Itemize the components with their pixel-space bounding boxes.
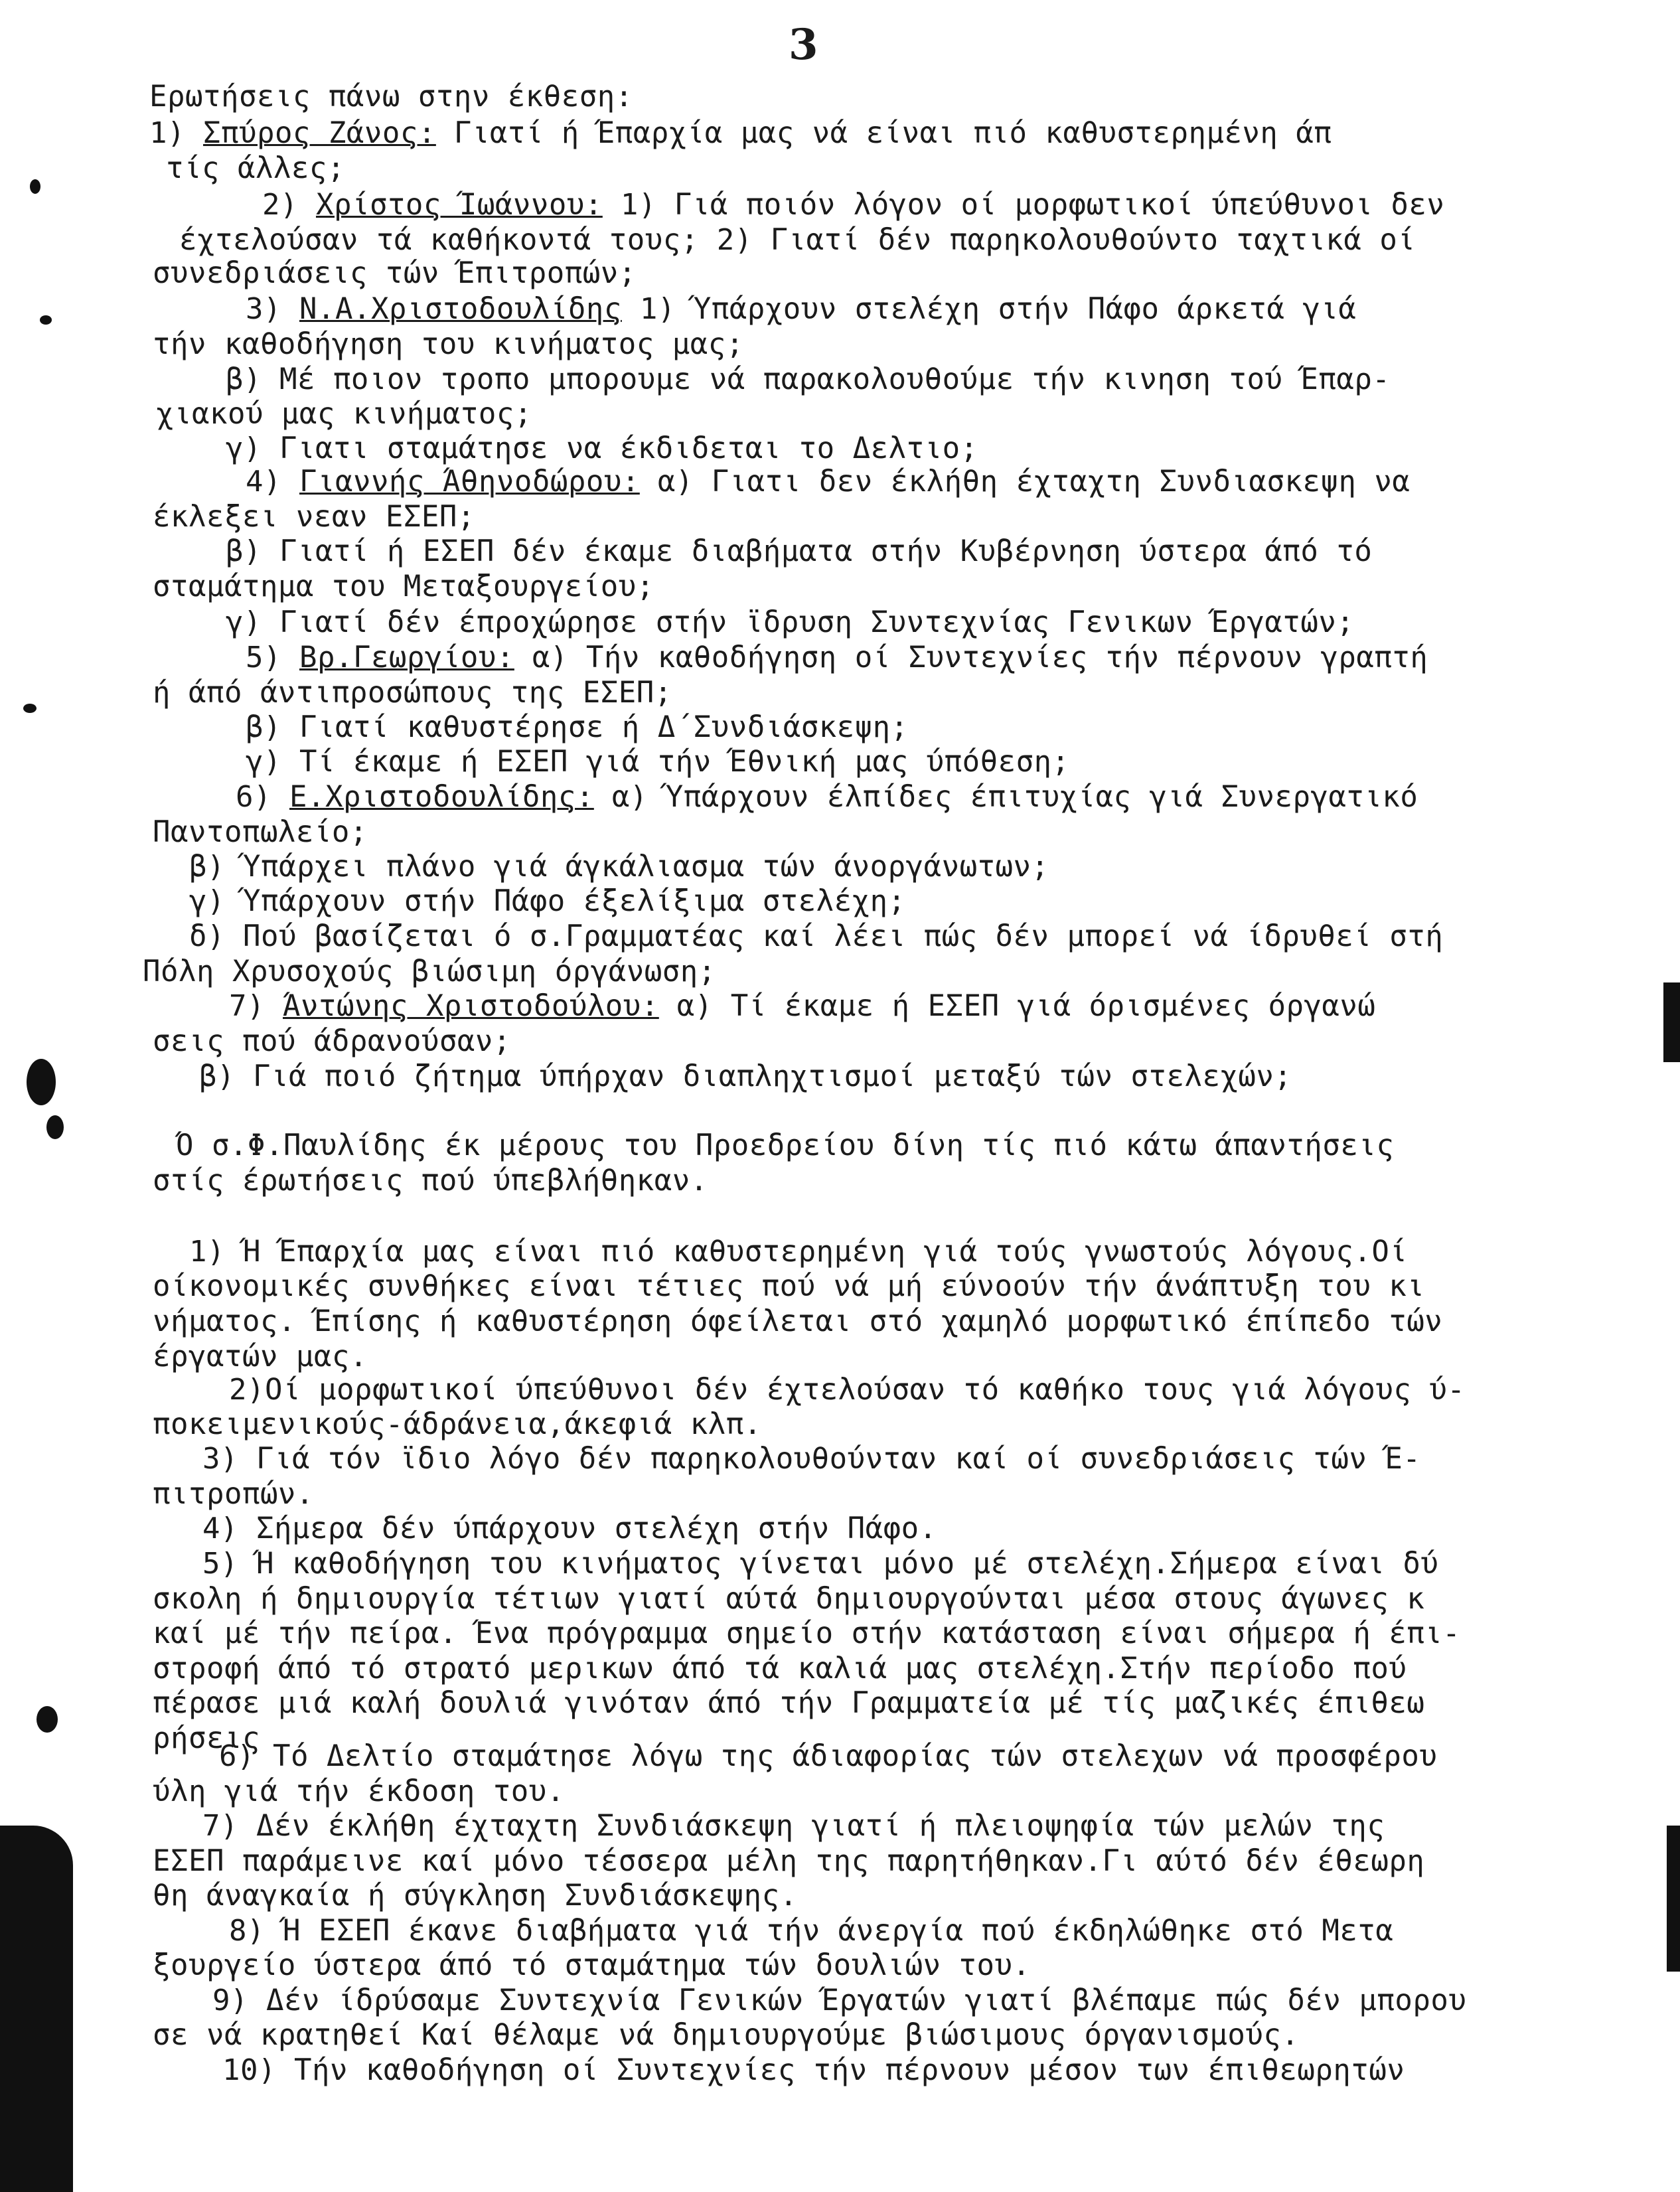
question-speaker: Σπύρος Ζάνος: bbox=[202, 116, 436, 150]
dark-scan-edge bbox=[1663, 982, 1680, 1062]
dark-scan-edge bbox=[1667, 1826, 1680, 1972]
question-line: χιακού μας κινήματος; bbox=[156, 397, 532, 431]
questions-intro: Ερωτήσεις πάνω στην έκθεση: bbox=[149, 80, 633, 114]
answer-line: 6) Τό Δελτίο σταμάτησε λόγω της άδιαφορίας τών στελεχων νά προσφέρου bbox=[219, 1739, 1438, 1773]
answer-line: σε νά κρατηθεί Καί θέλαμε νά δημιουργούμε βιώσιμους όργανισμούς. bbox=[153, 2018, 1300, 2052]
answers-intro-line: στίς έρωτήσεις πού ύπεβλήθηκαν. bbox=[153, 1164, 708, 1198]
answer-line: στροφή άπό τό στρατό μερικων άπό τά καλιά μας στελέχη.Στήν περίοδο πού bbox=[153, 1652, 1407, 1685]
question-speaker: Χρίστος Ίωάννου: bbox=[315, 188, 603, 222]
question-line: γ) Τί έκαμε ή ΕΣΕΠ γιά τήν Έθνική μας ύπόθεση; bbox=[246, 745, 1070, 779]
question-speaker: Ε.Χριστοδουλίδης: bbox=[289, 780, 594, 814]
answer-line: 1) Ή Έπαρχία μας είναι πιό καθυστερημένη γιά τούς γνωστούς λόγους.Οί bbox=[189, 1235, 1408, 1269]
question-text: 1) Ύπάρχουν στελέχη στήν Πάφο άρκετά γιά bbox=[639, 292, 1357, 326]
question-number: 4) bbox=[246, 465, 281, 499]
question-number: 6) bbox=[236, 780, 271, 814]
page-number: 3 bbox=[789, 20, 818, 70]
answer-line: 9) Δέν ίδρύσαμε Συντεχνία Γενικών Έργατών γιατί βλέπαμε πώς δέν μπορου bbox=[212, 1984, 1467, 2017]
question-speaker: Γιαννής Άθηνοδώρου: bbox=[299, 465, 640, 499]
answer-line: θη άναγκαία ή σύγκληση Συνδιάσκεψης. bbox=[153, 1879, 798, 1913]
question-1-heading bbox=[149, 116, 1332, 151]
question-line: Παντοπωλείο; bbox=[153, 815, 368, 849]
question-number: 5) bbox=[246, 641, 281, 674]
question-line: γ) Ύπάρχουν στήν Πάφο έξελίξιμα στελέχη; bbox=[189, 884, 906, 918]
answer-line: ρήσεις bbox=[153, 1721, 260, 1755]
question-line: β) Ύπάρχει πλάνο γιά άγκάλιασμα τών άνοργάνωτων; bbox=[189, 850, 1049, 884]
question-number: 7) bbox=[229, 989, 265, 1023]
question-6-heading bbox=[236, 780, 1418, 815]
answer-line: έργατών μας. bbox=[153, 1340, 368, 1373]
answer-line: ΕΣΕΠ παράμεινε καί μόνο τέσσερα μέλη της παρητήθηκαν.Γι αύτό δέν έθεωρη bbox=[153, 1844, 1425, 1878]
ink-blot bbox=[46, 1115, 64, 1139]
question-4-heading bbox=[246, 465, 1410, 499]
answer-line: 8) Ή ΕΣΕΠ έκανε διαβήματα γιά τήν άνεργία πού έκδηλώθηκε στό Μετα bbox=[229, 1914, 1394, 1948]
question-line: συνεδριάσεις τών Έπιτροπών; bbox=[153, 256, 637, 290]
question-line: β) Γιά ποιό ζήτημα ύπήρχαν διαπληχτισμοί μεταξύ τών στελεχών; bbox=[199, 1059, 1292, 1093]
question-5-heading bbox=[246, 641, 1428, 675]
question-line: Πόλη Χρυσοχούς βιώσιμη όργάνωση; bbox=[143, 955, 716, 988]
answer-line: 3) Γιά τόν ϊδιο λόγο δέν παρηκολουθούνταν καί οί συνεδριάσεις τών Έ- bbox=[202, 1442, 1421, 1476]
question-line: γ) Γιατί δέν έπροχώρησε στήν ϊδρυση Συντεχνίας Γενικων Έργατών; bbox=[226, 605, 1355, 639]
question-speaker: Βρ.Γεωργίου: bbox=[299, 641, 514, 674]
question-line: σεις πού άδρανούσαν; bbox=[153, 1024, 511, 1058]
question-speaker: Ν.Α.Χριστοδουλίδης bbox=[299, 292, 622, 326]
question-text: α) Γιατι δεν έκλήθη έχταχτη Συνδιασκεψη να bbox=[657, 465, 1411, 499]
question-line: δ) Πού βασίζεται ό σ.Γραμματέας καί λέει πώς δέν μπορεί νά ίδρυθεί στή bbox=[189, 919, 1444, 953]
question-number: 2) bbox=[262, 188, 298, 222]
question-line: έκλεξει νεαν ΕΣΕΠ; bbox=[153, 500, 475, 534]
question-text: α) Τήν καθοδήγηση οί Συντεχνίες τήν πέρνουν γραπτή bbox=[532, 641, 1428, 674]
answer-line: 5) Ή καθοδήγηση του κινήματος γίνεται μόνο μέ στελέχη.Σήμερα είναι δύ bbox=[202, 1547, 1439, 1581]
question-speaker: Άντώνης Χριστοδούλου: bbox=[282, 989, 659, 1023]
question-line: τήν καθοδήγηση του κινήματος μας; bbox=[153, 327, 744, 361]
answer-line: σκολη ή δημιουργία τέτιων γιατί αύτά δημιουργούνται μέσα στους άγωνες κ bbox=[153, 1582, 1425, 1616]
question-line: σταμάτημα του Μεταξουργείου; bbox=[153, 570, 654, 603]
question-number: 1) bbox=[149, 116, 185, 150]
answer-line: νήματος. Έπίσης ή καθυστέρηση όφείλεται στό χαμηλό μορφωτικό έπίπεδο τών bbox=[153, 1304, 1443, 1338]
answer-line: πέρασε μιά καλή δουλιά γινόταν άπό τήν Γραμματεία μέ τίς μαζικές έπιθεω bbox=[153, 1686, 1425, 1720]
ink-blot bbox=[27, 1059, 56, 1105]
answer-line: ύλη γιά τήν έκδοση του. bbox=[153, 1774, 565, 1808]
ink-blot bbox=[37, 1706, 58, 1733]
question-line: ή άπό άντιπροσώπους της ΕΣΕΠ; bbox=[153, 676, 672, 710]
answer-line: οίκονομικές συνθήκες είναι τέτιες πού νά μή εύνοούν τήν άνάπτυξη του κι bbox=[153, 1269, 1425, 1303]
question-line: β) Γιατί καθυστέρησε ή Δ΄Συνδιάσκεψη; bbox=[246, 710, 909, 744]
question-line: τίς άλλες; bbox=[166, 151, 345, 185]
answer-line: ποκειμενικούς-άδράνεια,άκεφιά κλπ. bbox=[153, 1407, 762, 1441]
question-7-heading bbox=[229, 989, 1375, 1024]
question-line: έχτελούσαν τά καθήκοντά τους; 2) Γιατί δέν παρηκολουθούντο ταχτικά οί bbox=[179, 223, 1416, 257]
answer-line: πιτροπών. bbox=[153, 1477, 314, 1511]
answers-intro-line: Ό σ.Φ.Παυλίδης έκ μέρους του Προεδρείου δίνη τίς πιό κάτω άπαντήσεις bbox=[176, 1129, 1395, 1162]
question-text: α) Ύπάρχουν έλπίδες έπιτυχίας γιά Συνεργατικό bbox=[611, 780, 1418, 814]
ink-blot bbox=[30, 179, 40, 194]
answer-line: 7) Δέν έκλήθη έχταχτη Συνδιάσκεψη γιατί ή πλειοψηφία τών μελών της bbox=[202, 1809, 1385, 1843]
question-line: γ) Γιατι σταμάτησε να έκδιδεται το Δελτιο; bbox=[226, 431, 978, 465]
answer-line: ξουργείο ύστερα άπό τό σταμάτημα τών δουλιών του. bbox=[153, 1948, 1031, 1982]
question-number: 3) bbox=[246, 292, 281, 326]
question-text: α) Τί έκαμε ή ΕΣΕΠ γιά όρισμένες όργανώ bbox=[676, 989, 1376, 1023]
answer-line: 10) Τήν καθοδήγηση οί Συντεχνίες τήν πέρνουν μέσον των έπιθεωρητών bbox=[222, 2053, 1405, 2087]
question-text: Γιατί ή Έπαρχία μας νά είναι πιό καθυστερημένη άπ bbox=[453, 116, 1332, 150]
answer-line: 2)Οί μορφωτικοί ύπεύθυνοι δέν έχτελούσαν τό καθήκο τους γιά λόγους ύ- bbox=[229, 1373, 1466, 1407]
ink-blot bbox=[23, 704, 37, 713]
question-2-heading bbox=[262, 188, 1444, 222]
question-line: β) Μέ ποιον τροπο μπορουμε νά παρακολουθούμε τήν κινηση τού Έπαρ- bbox=[226, 362, 1391, 396]
answer-line: καί μέ τήν πείρα. Ένα πρόγραμμα σημείο στήν κατάσταση είναι σήμερα ή έπι- bbox=[153, 1616, 1461, 1650]
question-text: 1) Γιά ποιόν λόγον οί μορφωτικοί ύπεύθυνοι δεν bbox=[620, 188, 1445, 222]
question-3-heading bbox=[246, 292, 1356, 327]
dark-scan-edge bbox=[0, 1826, 73, 2192]
answer-line: 4) Σήμερα δέν ύπάρχουν στελέχη στήν Πάφο. bbox=[202, 1512, 937, 1545]
question-line: β) Γιατί ή ΕΣΕΠ δέν έκαμε διαβήματα στήν Κυβέρνηση ύστερα άπό τό bbox=[226, 534, 1373, 568]
ink-blot bbox=[40, 315, 52, 325]
